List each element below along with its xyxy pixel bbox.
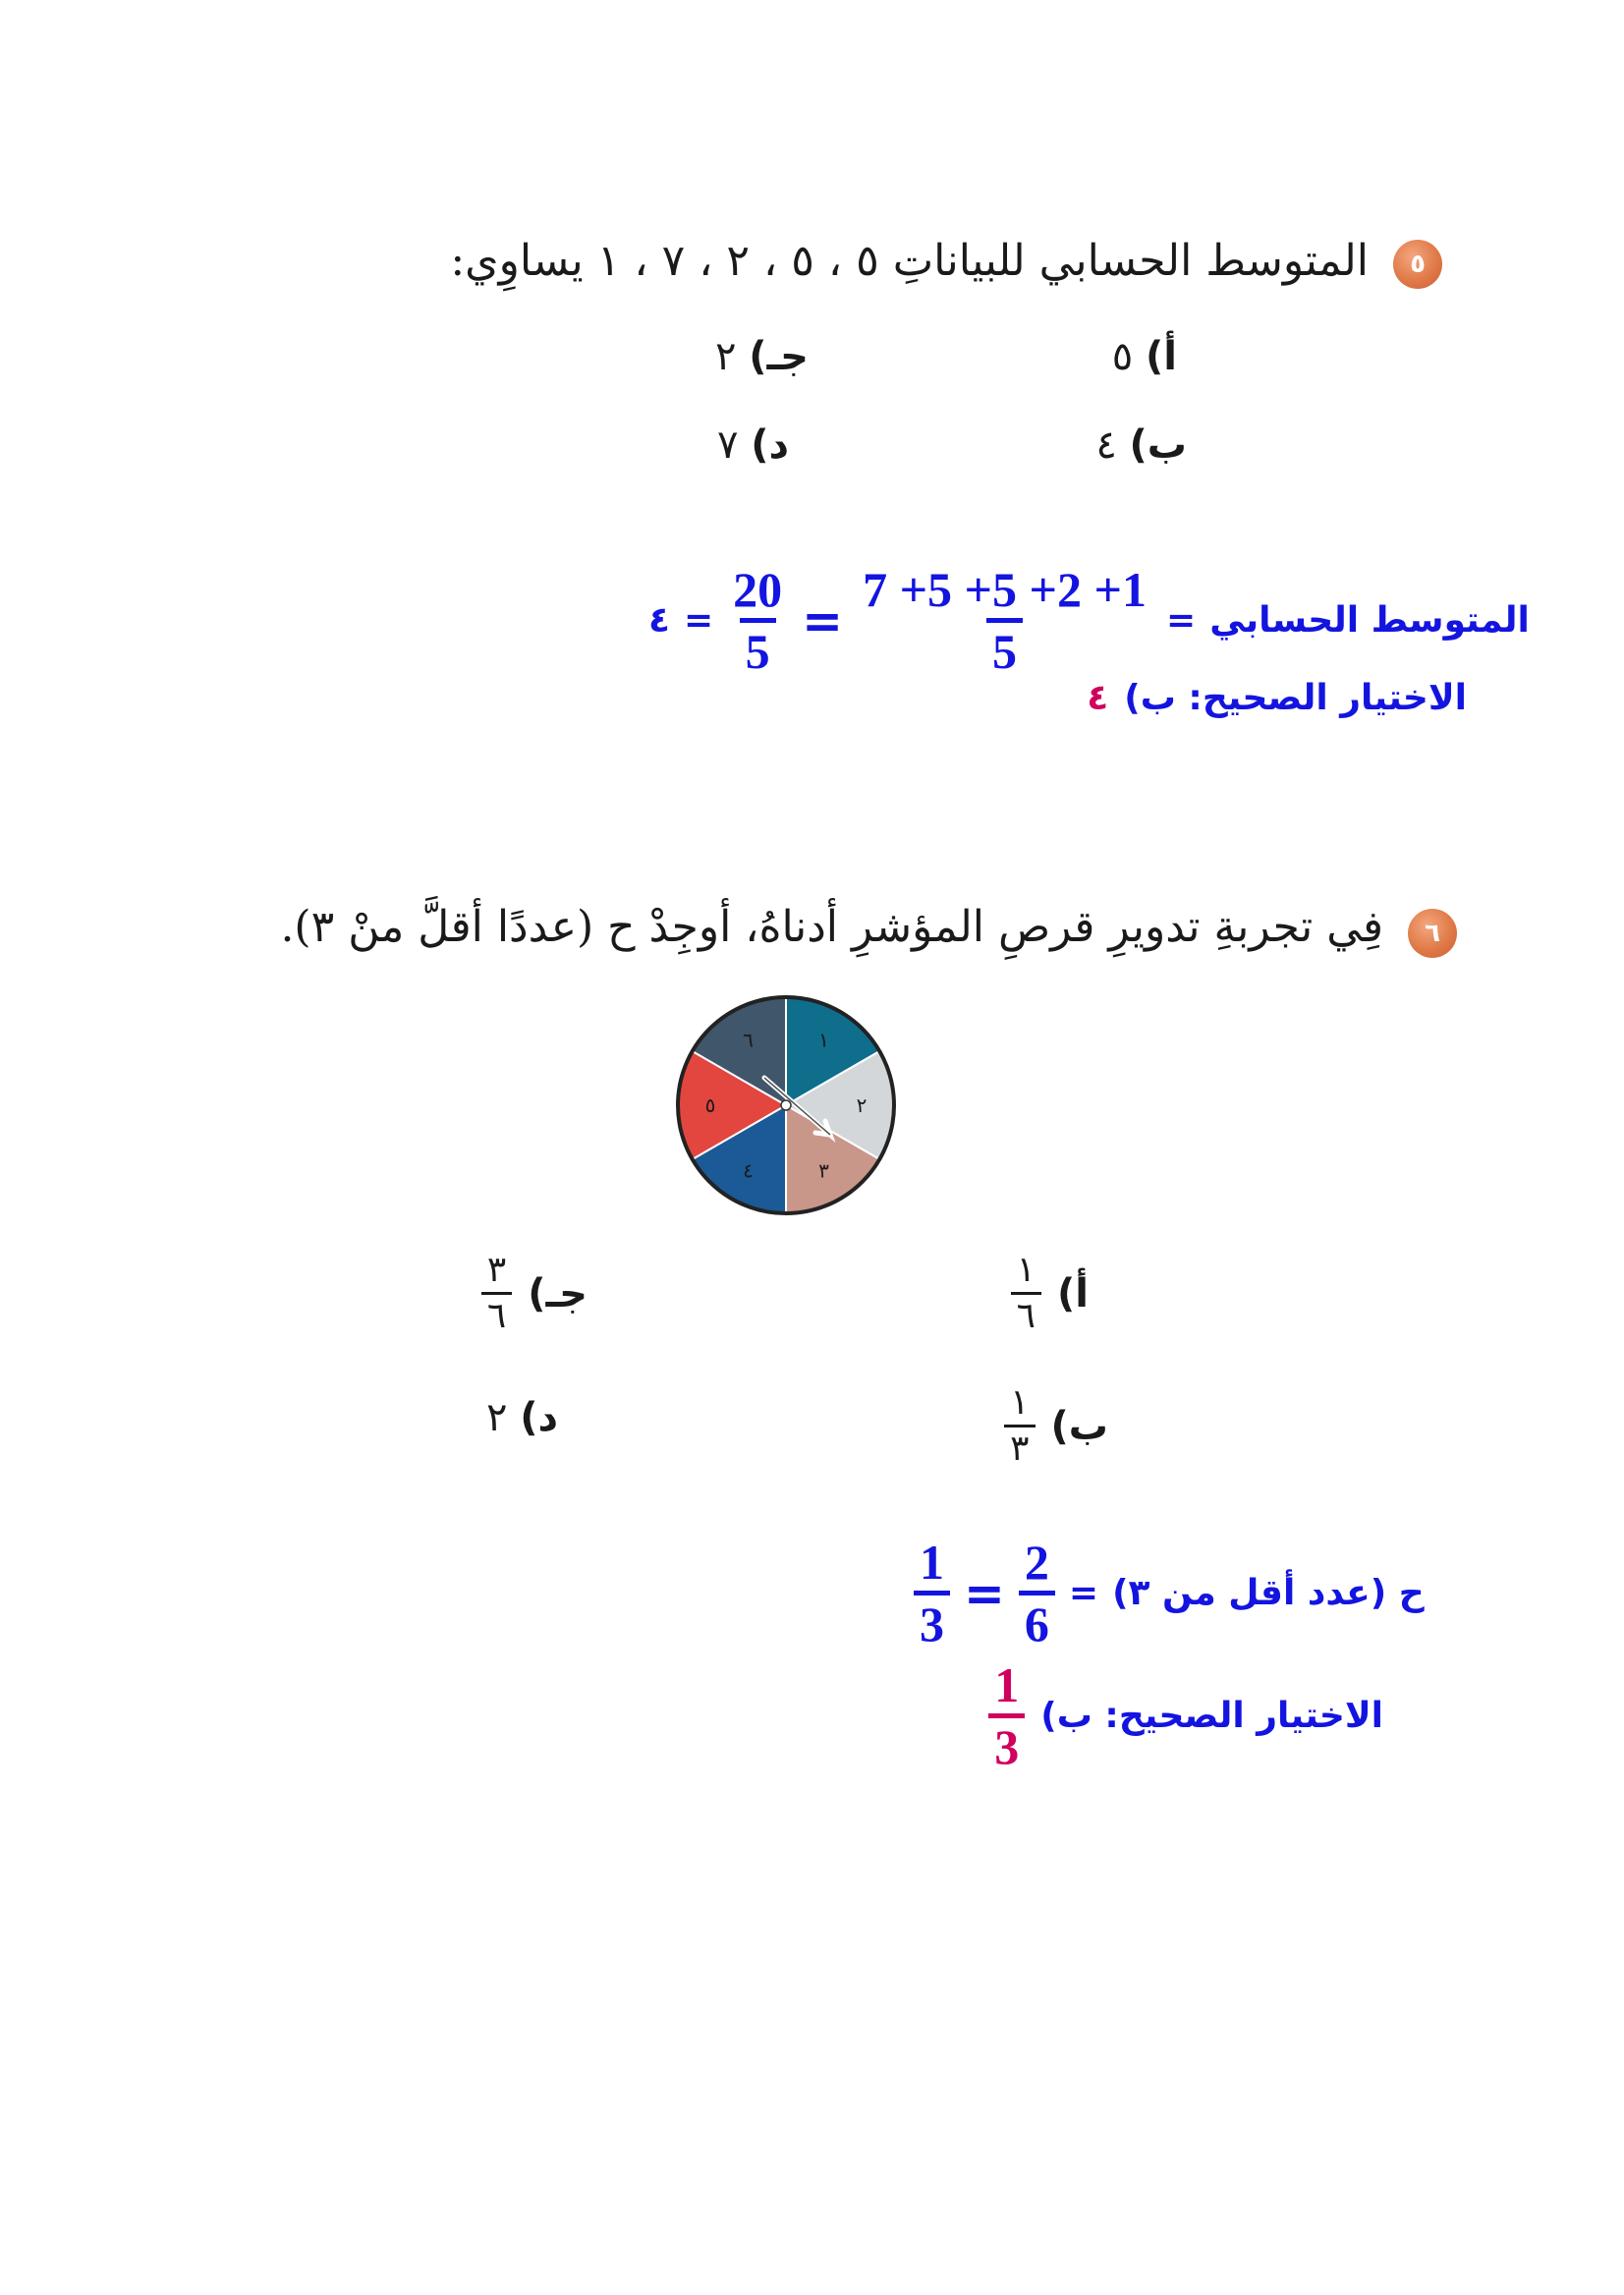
option-a[interactable] [1011, 1250, 1089, 1336]
option-label: د) [751, 422, 789, 468]
option-fraction [1011, 1250, 1041, 1336]
fraction-sum-result [727, 562, 788, 679]
correct-choice [988, 1657, 1383, 1774]
option-value: ٥ [1111, 334, 1134, 379]
fraction-sum [857, 562, 1152, 679]
correct-choice-label: الاختيار الصحيح: ب) [1124, 678, 1467, 718]
fraction-numerator: 20 [733, 562, 783, 617]
option-label: د) [520, 1395, 558, 1440]
option-label: ب) [1129, 422, 1187, 468]
fraction-numerator: ٣ [486, 1250, 507, 1290]
correct-choice [1087, 678, 1467, 718]
option-value: ٢ [485, 1395, 508, 1440]
option-fraction [481, 1250, 512, 1336]
option-label: جـ) [749, 334, 809, 379]
question-text: المتوسط الحسابي للبياناتِ ٥ ، ٥ ، ٢ ، ٧ ، ١ يساوِي: [450, 236, 1369, 286]
correct-choice-value: ٤ [1087, 678, 1109, 718]
solution-equation [648, 562, 1530, 679]
solution-equation [914, 1535, 1425, 1651]
fraction-denominator: 3 [988, 1713, 1025, 1771]
solution-result: ٤ [648, 600, 670, 641]
option-d[interactable] [717, 422, 789, 468]
spinner-sector-label: ١ [818, 1028, 829, 1052]
correct-choice-fraction [988, 1657, 1025, 1774]
option-label: أ) [1146, 334, 1177, 379]
fraction-numerator: 2 [1024, 1535, 1049, 1590]
fraction-probability [1019, 1535, 1055, 1651]
option-label: ب) [1050, 1403, 1108, 1449]
fraction-numerator: ١ [1010, 1382, 1030, 1423]
solution-lhs: ح (عدد أقل من ٣) [1112, 1573, 1425, 1613]
fraction-numerator: 7 +5 +5 +2 +1 [863, 562, 1148, 617]
fraction-denominator: 3 [914, 1591, 950, 1649]
equals-sign: = [1068, 1573, 1099, 1613]
option-c[interactable] [715, 334, 809, 379]
question-text: فِي تجربةِ تدويرِ قرصِ المؤشرِ أدناهُ، أوجِدْ ح (عددًا أقلَّ منْ ٣). [280, 902, 1383, 952]
fraction-denominator: 5 [740, 618, 776, 676]
fraction-denominator: 6 [1019, 1591, 1055, 1649]
option-value: ٧ [716, 422, 739, 468]
question-number-badge: ٥ [1393, 240, 1442, 289]
fraction-numerator: 1 [920, 1535, 944, 1590]
spinner-sector-label: ٢ [856, 1093, 868, 1117]
option-d[interactable] [486, 1395, 558, 1440]
fraction-numerator: ١ [1016, 1250, 1036, 1290]
spinner-hub [781, 1100, 791, 1110]
option-b[interactable] [1004, 1382, 1108, 1469]
option-value: ٤ [1095, 422, 1117, 468]
correct-choice-label: الاختيار الصحيح: ب) [1040, 1696, 1383, 1736]
option-c[interactable] [481, 1250, 588, 1336]
fraction-numerator: 1 [994, 1657, 1020, 1712]
equals-sign: = [1166, 600, 1197, 641]
option-label: جـ) [528, 1270, 588, 1316]
option-fraction [1004, 1382, 1035, 1469]
solution-lhs: المتوسط الحسابي [1209, 600, 1530, 641]
question-number-badge: ٦ [1408, 909, 1457, 958]
equals-sign: = [683, 600, 714, 641]
option-label: أ) [1057, 1270, 1089, 1316]
spinner-sector-label: ٣ [818, 1158, 829, 1183]
fraction-simplified [914, 1535, 950, 1651]
option-value: ٢ [715, 334, 737, 379]
fraction-denominator: ٦ [1011, 1292, 1041, 1334]
fraction-denominator: ٣ [1004, 1425, 1035, 1467]
spinner-sector-label: ٤ [743, 1158, 754, 1183]
spinner-wheel [668, 987, 904, 1223]
fraction-denominator: ٦ [481, 1292, 512, 1334]
equals-sign: = [802, 591, 844, 649]
option-a[interactable] [1112, 334, 1177, 379]
fraction-denominator: 5 [986, 618, 1023, 676]
spinner-sector-label: ٦ [743, 1028, 754, 1052]
option-b[interactable] [1095, 422, 1187, 468]
equals-sign: = [964, 1564, 1005, 1622]
spinner-sector-label: ٥ [704, 1093, 716, 1117]
